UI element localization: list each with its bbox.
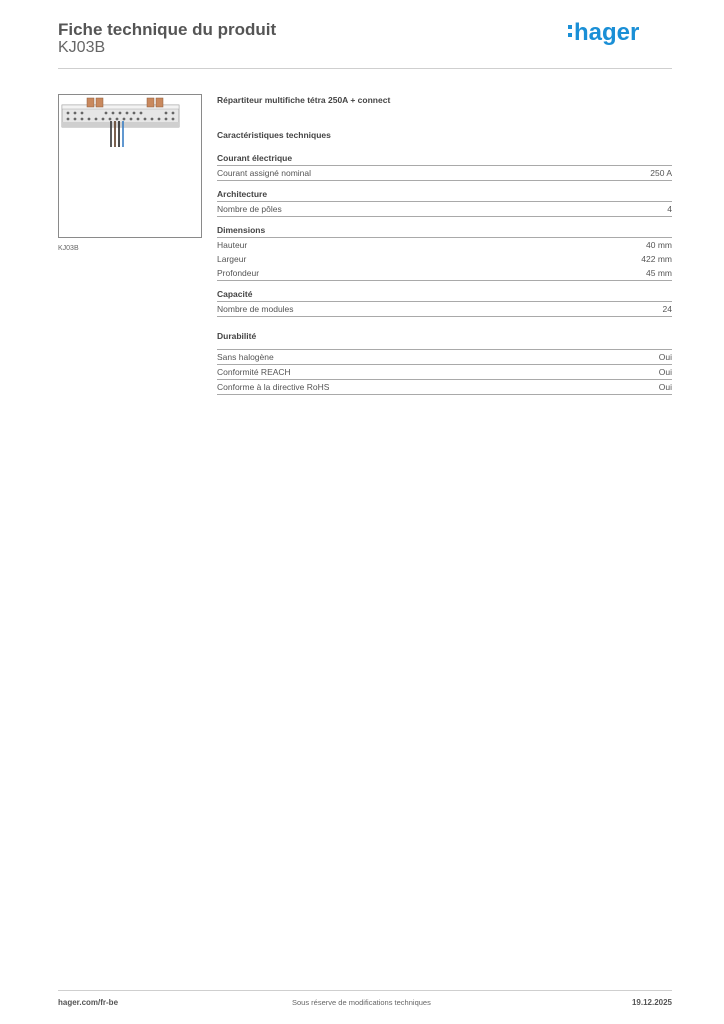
product-description: Répartiteur multifiche tétra 250A + connect bbox=[217, 95, 391, 105]
spec-row bbox=[217, 364, 672, 379]
spec-value: 4 bbox=[667, 204, 672, 214]
product-photo bbox=[58, 94, 202, 238]
photo-caption: KJ03B bbox=[58, 245, 79, 252]
footer-date: 19.12.2025 bbox=[631, 998, 672, 1007]
spec-label: Largeur bbox=[217, 254, 247, 264]
spec-value: Oui bbox=[658, 382, 672, 392]
specs-section bbox=[217, 95, 672, 403]
document-title: Fiche technique du produit bbox=[58, 20, 277, 39]
spec-label: Sans halogène bbox=[217, 352, 274, 362]
spec-row bbox=[217, 301, 672, 317]
spec-group-dimensions bbox=[217, 225, 672, 281]
spec-label: Hauteur bbox=[217, 240, 248, 250]
spec-value: 45 mm bbox=[646, 268, 672, 278]
svg-text:hager: hager bbox=[574, 19, 640, 46]
footer-website[interactable]: hager.com/fr-be bbox=[58, 998, 119, 1007]
footer-divider bbox=[58, 990, 672, 991]
spec-value: Oui bbox=[658, 367, 672, 377]
spec-group-capacity bbox=[217, 289, 672, 317]
specs-heading: Caractéristiques techniques bbox=[217, 130, 331, 140]
spec-group-title: Architecture bbox=[217, 189, 268, 199]
spec-label: Conforme à la directive RoHS bbox=[217, 382, 330, 392]
spec-row bbox=[217, 201, 672, 217]
spec-label: Nombre de modules bbox=[217, 304, 294, 314]
spec-label: Courant assigné nominal bbox=[217, 168, 312, 178]
product-reference: KJ03B bbox=[58, 39, 106, 56]
spec-label: Profondeur bbox=[217, 268, 260, 278]
spec-value: Oui bbox=[658, 352, 672, 362]
footer-notice: Sous réserve de modifications techniques bbox=[292, 998, 431, 1007]
spec-group-electrical bbox=[217, 153, 672, 181]
spec-row bbox=[217, 266, 672, 281]
spec-group-title: Courant électrique bbox=[217, 153, 293, 163]
spec-group-title: Durabilité bbox=[217, 331, 257, 341]
spec-value: 422 mm bbox=[641, 254, 672, 264]
spec-row bbox=[217, 349, 672, 364]
spec-label: Conformité REACH bbox=[217, 367, 291, 377]
spec-row bbox=[217, 252, 672, 266]
spec-label: Nombre de pôles bbox=[217, 204, 282, 214]
spec-value: 250 A bbox=[650, 168, 672, 178]
spec-group-title: Dimensions bbox=[217, 225, 266, 235]
spec-value: 24 bbox=[662, 304, 672, 314]
product-image bbox=[59, 95, 201, 237]
header-divider bbox=[58, 68, 672, 69]
spec-row bbox=[217, 165, 672, 181]
spec-row bbox=[217, 237, 672, 252]
spec-row bbox=[217, 379, 672, 395]
spec-group-architecture bbox=[217, 189, 672, 217]
hager-logo bbox=[567, 16, 659, 48]
spec-group-durability bbox=[217, 331, 672, 395]
spec-group-title: Capacité bbox=[217, 289, 253, 299]
spec-value: 40 mm bbox=[646, 240, 672, 250]
